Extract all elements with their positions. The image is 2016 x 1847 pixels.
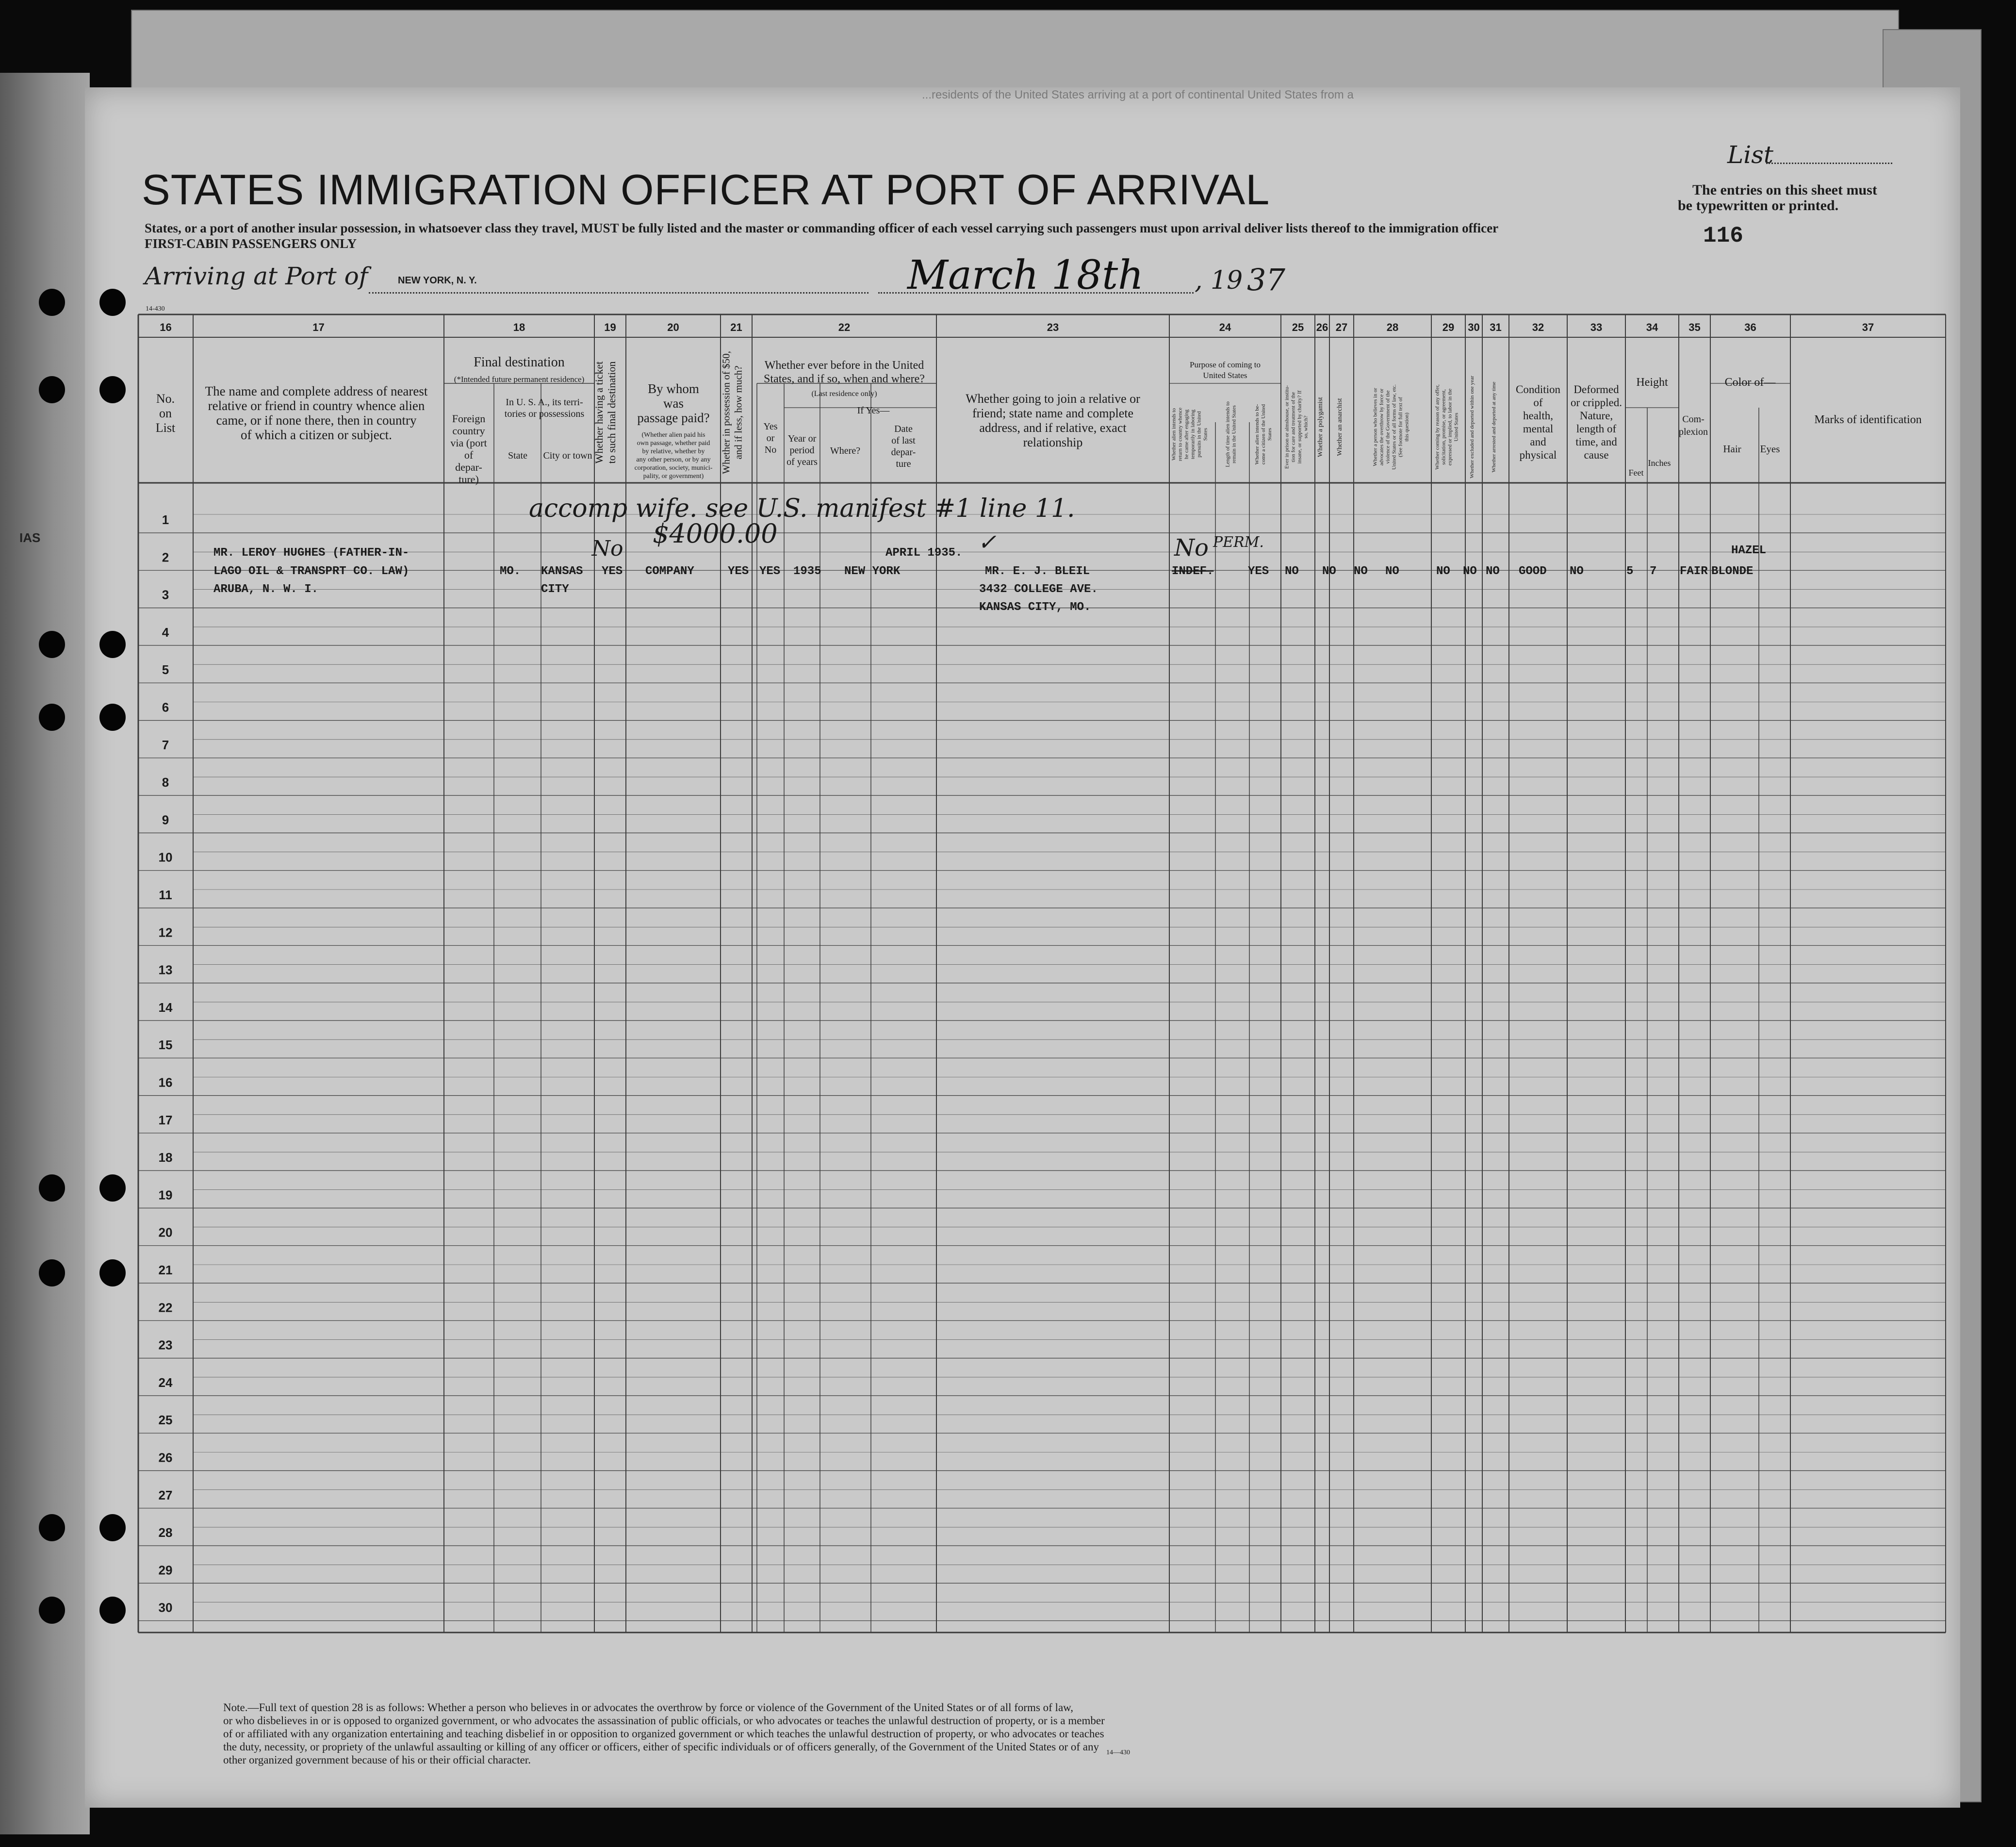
header-c32: Condition (1515, 383, 1561, 396)
header-c17: The name and complete address of nearest (205, 384, 428, 398)
header-c32: physical (1519, 449, 1557, 461)
header-c20-note: pality, or government) (643, 473, 704, 480)
row-number: 5 (162, 662, 169, 677)
row-number: 29 (158, 1563, 173, 1578)
header-c19-line: Whether having a ticket (593, 361, 605, 464)
row-number: 15 (158, 1038, 173, 1053)
column-number: 27 (1335, 321, 1348, 333)
header-c29-line: Whether coming by reason of any offer, (1434, 384, 1441, 470)
header-c22-yesno: Yes (763, 421, 778, 432)
header-c33: time, and (1575, 436, 1617, 448)
column-number: 35 (1688, 321, 1701, 333)
entry-handwritten-amount: $4000.00 (653, 518, 778, 549)
header-c24: Purpose of coming to (1190, 360, 1261, 369)
entry-join-3: KANSAS CITY, MO. (979, 601, 1091, 614)
row-number: 14 (158, 1000, 173, 1015)
list-note-2: be typewritten or printed. (1678, 198, 1839, 214)
row-number: 21 (158, 1263, 173, 1277)
header-c18-city: City or town (543, 450, 592, 461)
header-c24-a-line: return to country whence (1177, 407, 1183, 462)
header-c23: friend; state name and complete (972, 406, 1134, 420)
header-c24-b-line: Length of time alien intends to (1225, 401, 1231, 467)
header-c20: By whom (648, 381, 699, 396)
column-number: 16 (160, 321, 172, 333)
header-c22: States, and if so, when and where? (764, 373, 925, 385)
date-value: March 18th (907, 252, 1144, 298)
entry-length-struck: INDEF. (1172, 565, 1214, 578)
header-c17: came, or if none there, then in country (216, 413, 417, 428)
entry-c29: NO (1436, 565, 1450, 578)
header-c22-period: of years (787, 457, 818, 467)
header-c22-yesno: No (764, 445, 777, 455)
entry-handwritten-note: accomp wife. see U.S. manifest #1 line 11. (529, 494, 1075, 523)
header-c24-c (1254, 404, 1273, 464)
faded-top-line: ...residents of the United States arriving at a port of continental United States from a (922, 88, 1354, 101)
entry-length-handwritten: PERM. (1213, 534, 1264, 551)
entry-ticket-handwritten: No (591, 536, 623, 561)
header-c24-a-line: Whether alien intends to (1171, 408, 1177, 461)
entry-hair: BLONDE (1711, 565, 1754, 578)
header-c28-line: Whether a person who believes in or (1372, 388, 1378, 466)
header-c16: No. (156, 392, 175, 406)
footnote-line: other organized government because of his or their official character. (223, 1754, 531, 1766)
row-number: 3 (162, 587, 169, 602)
list-note-1: The entries on this sheet must (1692, 182, 1877, 198)
header-c25-line: insane, or supported by charity? If (1296, 390, 1303, 464)
column-number: 21 (730, 321, 742, 333)
header-c24-b (1225, 401, 1237, 467)
header-c24-a-line: States (1202, 428, 1209, 441)
row-number: 13 (158, 962, 173, 977)
header-c24-b-line: remain in the United States (1231, 405, 1237, 463)
header-c28-line: advocates the overthrow by force or (1378, 388, 1385, 466)
row-number: 26 (158, 1450, 173, 1465)
row-number: 23 (158, 1337, 173, 1352)
header-c24-a-line: he came after engaging (1183, 409, 1190, 460)
footnote-line: the duty, necessity, or propriety of the unlawful assaulting or killing of any officer or officers, either of specific individuals or of officers generally, of the Government of the United States or of any (223, 1741, 1099, 1753)
header-c24-c-line: States (1267, 428, 1273, 441)
row-number: 4 (162, 625, 169, 640)
header-c18-foreign: Foreign (452, 412, 486, 425)
header-c27-line: Whether an anarchist (1336, 398, 1344, 456)
header-c19-line: to such final destination (606, 361, 618, 464)
header-c34-inches: Inches (1648, 458, 1671, 468)
header-c20-note: any other person, or by any (636, 456, 711, 463)
entry-checkmark: ✓ (978, 529, 997, 555)
row-number: 11 (159, 888, 172, 902)
header-c22-date: depar- (891, 447, 916, 458)
header-c17: of which a citizen or subject. (241, 428, 392, 442)
header-c27 (1336, 398, 1344, 456)
row-number: 1 (162, 512, 169, 527)
header-c19 (593, 362, 618, 464)
entry-relative-line-2: LAGO OIL & TRANSPRT CO. LAW) (213, 565, 410, 578)
row-number: 12 (158, 925, 173, 940)
column-number: 30 (1468, 321, 1480, 333)
entry-relative-line-1: MR. LEROY HUGHES (FATHER-IN- (213, 546, 410, 560)
header-c33: Deformed (1573, 383, 1619, 396)
header-c24-c-line: come a citizen of the United (1261, 404, 1266, 465)
row-number: 18 (158, 1150, 173, 1165)
header-c18-foreign: depar- (455, 461, 482, 473)
header-c22-period: period (789, 445, 815, 456)
entry-city-2: CITY (541, 583, 569, 596)
column-number: 20 (667, 321, 679, 333)
port-value: NEW YORK, N. Y. (398, 275, 477, 286)
header-c24-a-line: temporarily in laboring (1190, 409, 1196, 460)
header-c16: List (155, 421, 176, 435)
header-c29-line: solicitation, promise, or agreement, (1441, 389, 1447, 465)
entry-c26: NO (1322, 565, 1336, 578)
header-c29-line: United States (1453, 412, 1459, 442)
entry-ticket: YES (602, 565, 623, 578)
header-c18-foreign: ture) (459, 473, 479, 485)
header-c20-note: by relative, whether by (642, 448, 705, 455)
entry-complexion: FAIR (1680, 565, 1708, 578)
row-number: 8 (162, 775, 169, 790)
header-c21 (721, 351, 744, 474)
entry-health: GOOD (1519, 565, 1547, 578)
header-c34: Height (1636, 376, 1668, 389)
header-c28 (1373, 384, 1410, 470)
footnote (223, 1701, 1105, 1766)
header-c32: and (1530, 436, 1546, 448)
header-c25 (1284, 385, 1309, 469)
column-number: 36 (1744, 321, 1756, 333)
header-c33: Nature, (1579, 410, 1613, 422)
header-c37: Marks of identification (1814, 413, 1922, 426)
column-number: 31 (1490, 321, 1502, 333)
header-c22-date: Date (894, 424, 913, 434)
column-number: 22 (838, 321, 851, 333)
row-number: 28 (158, 1525, 173, 1540)
entry-before: YES (759, 565, 781, 578)
entry-where: NEW YORK (844, 565, 901, 578)
column-number: 18 (513, 321, 525, 333)
footnote-line: Note.—Full text of question 28 is as follows: Whether a person who believes in or advocates the overthrow by force or violence of the Government of the United States or of all forms of law, (223, 1701, 1074, 1714)
header-c21-line: Whether in possession of $50, (720, 351, 732, 474)
row-number: 22 (158, 1300, 173, 1315)
row-number: 9 (162, 812, 169, 827)
entry-c28: NO (1385, 565, 1399, 578)
header-c30 (1469, 376, 1475, 478)
header-c36-eyes: Eyes (1760, 443, 1780, 455)
header-c23: address, and if relative, exact (979, 421, 1127, 435)
page-title: STATES IMMIGRATION OFFICER AT PORT OF ARRIVAL (142, 165, 1270, 214)
header-c23: Whether going to join a relative or (966, 392, 1140, 406)
header-c33: cause (1584, 449, 1609, 461)
row-number: 19 (158, 1187, 173, 1203)
header-c33: or crippled. (1570, 396, 1623, 409)
header-c31 (1491, 381, 1497, 472)
column-number: 26 (1316, 321, 1328, 333)
header-c25-line: Ever in prison or almshouse, or institu- (1284, 385, 1290, 469)
header-c18-usa: tories or possessions (504, 409, 585, 419)
entry-eyes: HAZEL (1731, 544, 1767, 557)
header-c34-feet: Feet (1628, 468, 1644, 478)
header-c20: passage paid? (637, 411, 710, 425)
row-number: 2 (162, 550, 169, 565)
header-c21-line: and if less, how much? (732, 365, 744, 460)
entry-city-1: KANSAS (541, 565, 583, 578)
header-c18-title: Final destination (474, 355, 565, 370)
row-number: 6 (162, 700, 169, 715)
header-c22-yesno: or (766, 433, 775, 444)
header-c28-line: violence of the Government of the (1385, 390, 1391, 464)
entry-join-1: MR. E. J. BLEIL (985, 565, 1090, 578)
header-c32: of (1533, 396, 1543, 409)
header-c22-date: of last (891, 435, 916, 446)
entry-c25: NO (1285, 565, 1299, 578)
header-c18-state: State (508, 450, 527, 461)
row-number: 27 (158, 1487, 173, 1502)
header-c32: mental (1523, 423, 1554, 435)
header-c28-line: (See footnote for full text of (1397, 397, 1404, 457)
entry-purpose-handwritten: No (1174, 534, 1209, 561)
column-number: 33 (1590, 321, 1603, 333)
header-c28-line: this question) (1404, 412, 1410, 442)
header-c35: plexion (1679, 427, 1708, 437)
row-number: 24 (158, 1375, 173, 1390)
entry-c30: NO (1463, 565, 1477, 578)
footnote-line: or who disbelieves in or is opposed to organized government, or who advocates the assassination of public officials, or who advocates or teaches the unlawful destruction of property, or is a member (223, 1715, 1105, 1727)
entry-join-2: 3432 COLLEGE AVE. (979, 583, 1098, 596)
header-c32: health, (1523, 410, 1553, 422)
header-c20: was (663, 396, 684, 411)
header-c25-line: tion for care and treatment of the (1290, 392, 1296, 462)
row-number: 30 (158, 1600, 173, 1615)
header-c24: United States (1203, 371, 1247, 380)
entry-paid-by: COMPANY (645, 565, 694, 578)
entry-citizen: YES (1248, 565, 1269, 578)
column-number: 34 (1646, 321, 1658, 333)
form-number-corner: 14-430 (146, 305, 165, 313)
header-c22-ifyes: If Yes— (857, 405, 890, 416)
header-c20-note: corporation, society, munici- (634, 464, 713, 472)
header-c20-note: (Whether alien paid his (641, 431, 705, 439)
header-c24-c-line: Whether alien intends to be- (1254, 404, 1260, 465)
entry-deformed: NO (1570, 565, 1584, 578)
header-c20-note: own passage, whether paid (637, 440, 710, 447)
header-c17: relative or friend in country whence alien (208, 398, 425, 413)
header-c30-line: Whether excluded and deported within one year (1469, 376, 1475, 478)
column-number: 24 (1219, 321, 1231, 333)
column-number: 29 (1442, 321, 1455, 333)
column-number: 25 (1292, 321, 1304, 333)
header-c31-line: Whether arrested and deported at any time (1491, 381, 1497, 473)
row-number: 16 (158, 1075, 173, 1090)
row-number: 7 (162, 737, 169, 752)
column-number: 17 (312, 321, 325, 333)
header-c22: Whether ever before in the United (764, 359, 924, 372)
margin-fragment: IAS (19, 530, 41, 545)
column-number: 37 (1862, 321, 1874, 333)
entry-relative-line-3: ARUBA, N. W. I. (213, 583, 319, 596)
year-prefix: , 19 (1195, 266, 1243, 295)
header-c22-note: (Last residence only) (811, 390, 877, 398)
header-c28-line: United States or of all forms of law, etc. (1391, 384, 1397, 470)
header-c22-date: ture (896, 459, 911, 469)
column-number: 19 (604, 321, 616, 333)
header-c18-note: (*Intended future permanent residence) (454, 375, 585, 384)
header-c24-a-line: pursuits in the United (1196, 411, 1202, 458)
entry-feet: 5 (1626, 565, 1634, 578)
header-c36-hair: Hair (1723, 443, 1741, 455)
header-c29 (1435, 384, 1459, 470)
header-c26-line: Whether a polygamist (1317, 397, 1324, 457)
header-c23: relationship (1023, 435, 1083, 449)
entry-date-departure: APRIL 1935. (885, 546, 963, 560)
footnote-form-number: 14—430 (1106, 1749, 1130, 1756)
year-value: 37 (1247, 262, 1285, 297)
header-c35: Com- (1682, 414, 1705, 425)
list-number: 116 (1703, 223, 1743, 248)
row-number: 10 (158, 850, 173, 865)
header-c26 (1317, 397, 1324, 457)
list-label: List (1727, 141, 1773, 169)
footnote-line: of or affiliated with any organization entertaining and teaching disbelief in or opposition to organized government or which teaches the unlawful destruction of property, or who advocates or teaches (223, 1728, 1104, 1740)
header-c16: on (159, 406, 172, 420)
header-c29-line: expressed or implied, to labor in the (1447, 388, 1453, 466)
header-c22-where: Where? (830, 445, 861, 456)
header-c22-period: Year or (787, 433, 817, 444)
header-c33: length of (1576, 423, 1617, 435)
header-c25-line: so, which? (1303, 415, 1309, 439)
header-c36: Color of— (1724, 376, 1776, 389)
entry-state: MO. (500, 565, 521, 578)
form-subtitle: States, or a port of another insular possession, in whatsoever class they travel, MUST be fully listed and the master or commanding officer of each vessel carrying such passengers must upon arrival deliver lists thereof to the immigration officer (145, 221, 1499, 235)
column-number: 28 (1386, 321, 1399, 333)
header-c18-foreign: of (464, 449, 474, 461)
entry-c31: NO (1486, 565, 1500, 578)
entry-inches: 7 (1650, 565, 1657, 578)
row-number: 20 (158, 1225, 173, 1240)
header-c18-foreign: via (port (450, 437, 487, 449)
header-c24-a (1171, 408, 1209, 461)
entry-fifty: YES (728, 565, 749, 578)
column-number: 32 (1532, 321, 1544, 333)
row-number: 25 (158, 1413, 173, 1428)
header-c18-foreign: country (452, 425, 485, 437)
arriving-label: Arriving at Port of (145, 262, 368, 290)
header-c18-usa: In U. S. A., its terri- (506, 397, 583, 408)
entry-period: 1935 (793, 565, 821, 578)
column-number: 23 (1047, 321, 1059, 333)
class-line: FIRST-CABIN PASSENGERS ONLY (145, 236, 357, 251)
row-number: 17 (158, 1112, 173, 1127)
entry-c27: NO (1354, 565, 1368, 578)
